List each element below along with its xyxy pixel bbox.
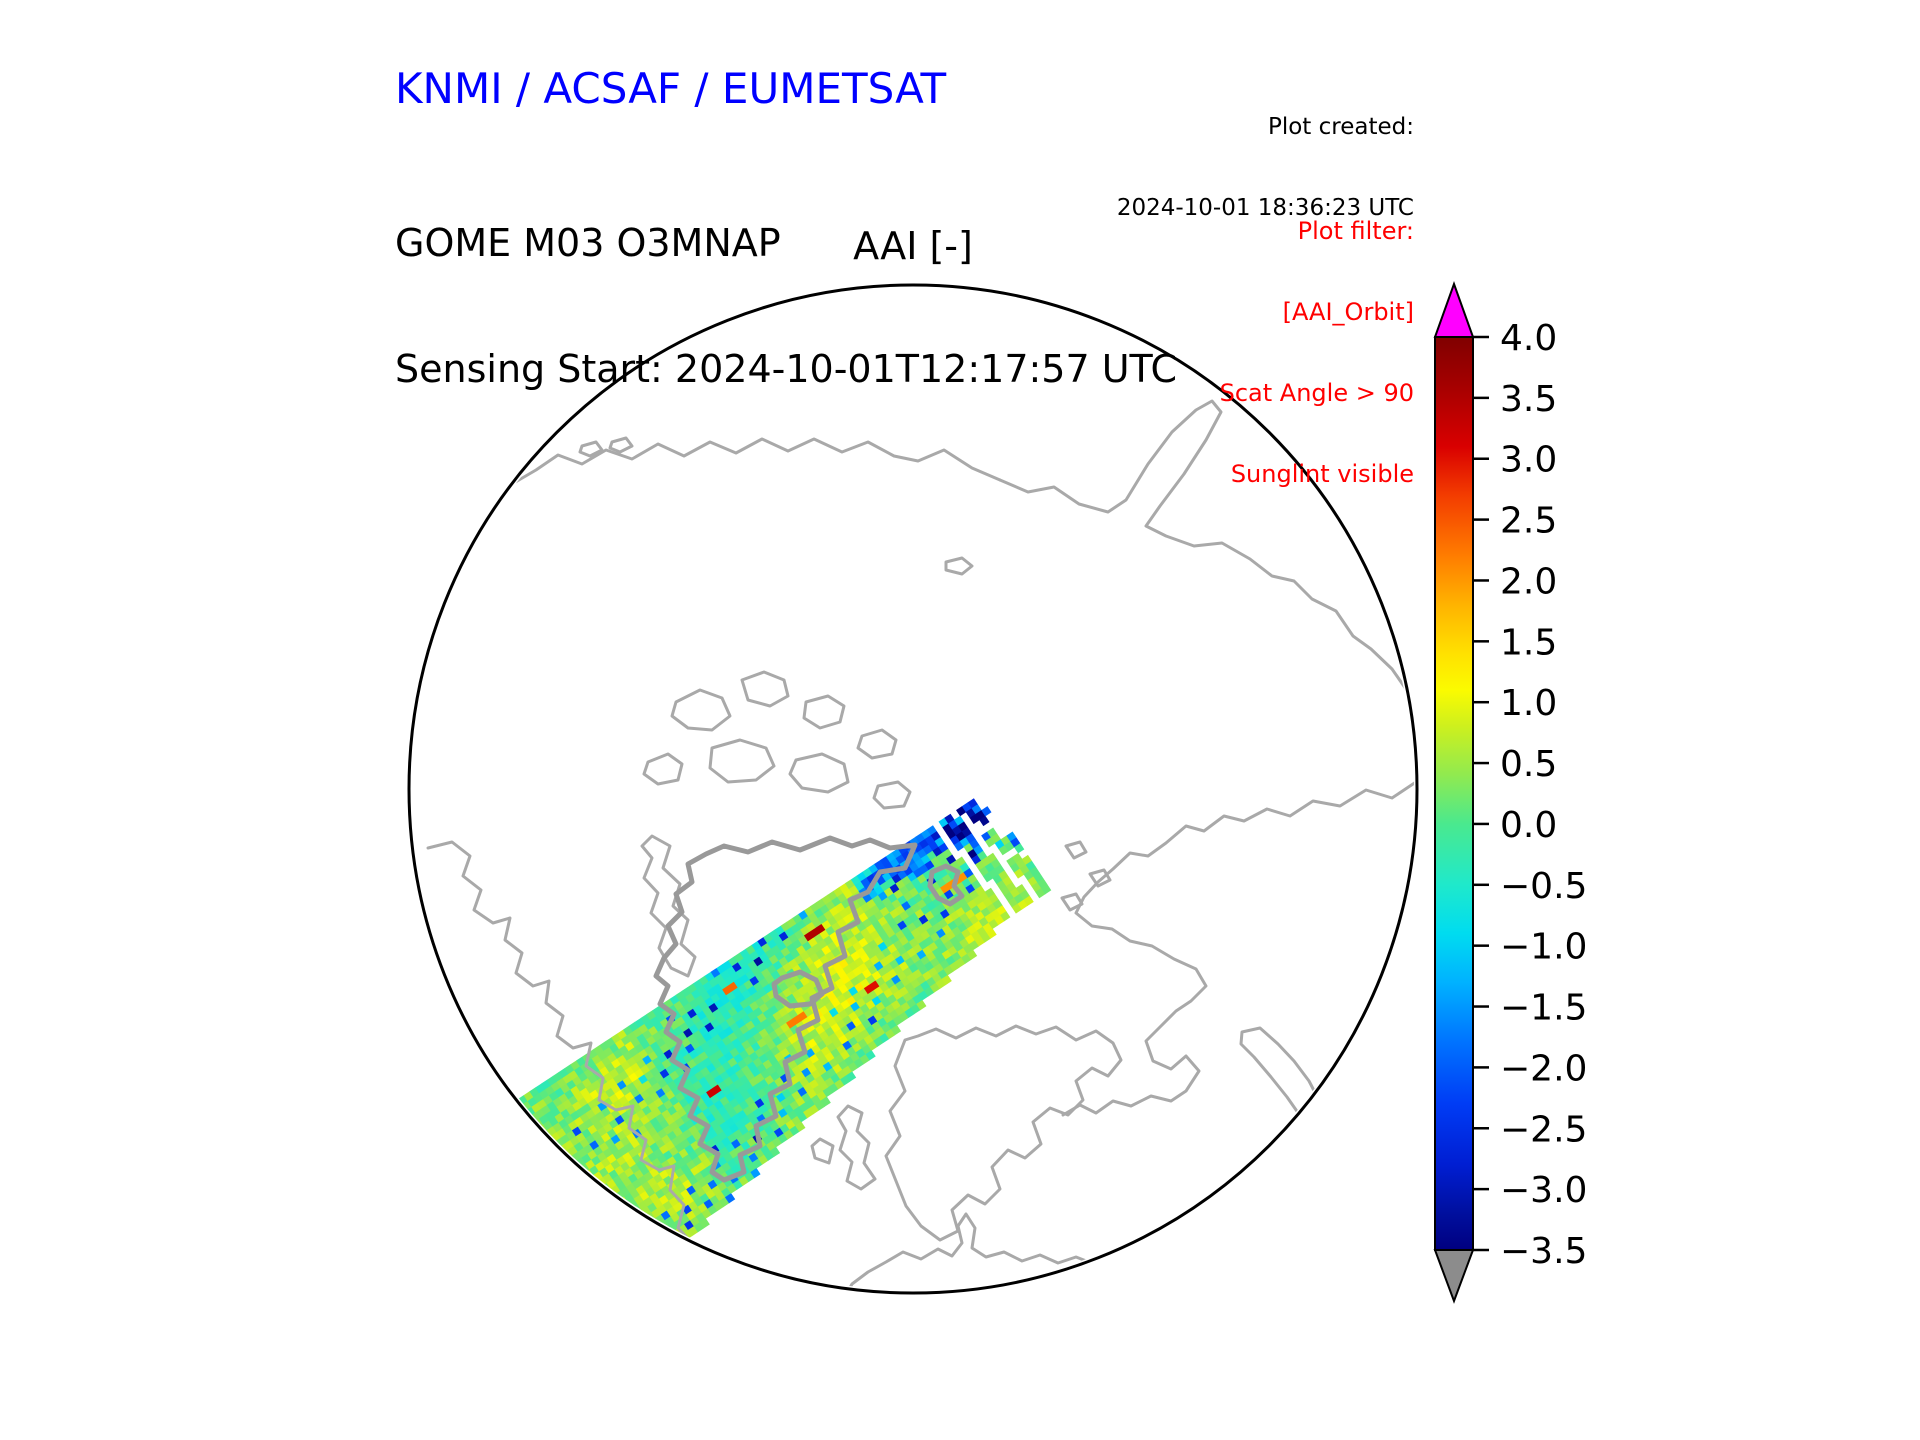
island-arctic-5 xyxy=(790,754,848,792)
island-franzjosef-2 xyxy=(1090,870,1110,886)
map-title: AAI [-] xyxy=(853,224,973,268)
island-arctic-4 xyxy=(710,740,774,782)
colorbar-tick-label: −1.0 xyxy=(1500,926,1588,968)
colorbar-under-arrow xyxy=(1435,1250,1473,1301)
colorbar-tick-label: 4.0 xyxy=(1500,318,1558,359)
island-arctic-6 xyxy=(858,730,896,758)
coastline-ireland xyxy=(812,1139,833,1163)
colorbar-over-arrow xyxy=(1435,284,1473,337)
island-arctic-3 xyxy=(804,696,844,728)
colorbar-tick-label: −2.5 xyxy=(1500,1109,1588,1151)
island-arctic-1 xyxy=(672,690,730,730)
island-novaya-zemlya xyxy=(1241,1028,1321,1124)
island-wrangel xyxy=(946,558,972,574)
colorbar-tick-label: 2.5 xyxy=(1500,500,1558,542)
island-banks xyxy=(644,754,682,784)
aai-swath-layer xyxy=(395,791,1125,1391)
plot-filter-note xyxy=(1220,164,1414,542)
island-arctic-7 xyxy=(874,782,910,808)
coastline-scandinavia xyxy=(886,1026,1121,1240)
sensing-start: Sensing Start: 2024-10-01T12:17:57 UTC xyxy=(395,347,1178,391)
colorbar-tick-label: −3.5 xyxy=(1500,1231,1588,1272)
product-title: GOME M03 O3MNAP xyxy=(395,221,781,265)
colorbar-tick-label: 0.0 xyxy=(1500,804,1558,846)
header-brand: KNMI / ACSAF / EUMETSAT xyxy=(395,64,947,113)
coastline-uk xyxy=(838,1106,875,1189)
colorbar-tick-label: 1.5 xyxy=(1500,622,1558,664)
plot-filter-line: Sunglint visible xyxy=(1230,460,1414,488)
colorbar-tick-label: −0.5 xyxy=(1500,865,1588,907)
colorbar xyxy=(1435,284,1587,1301)
plot-filter-line: [AAI_Orbit] xyxy=(1282,298,1414,326)
colorbar-bar xyxy=(1435,337,1473,1250)
colorbar-tick-label: −3.0 xyxy=(1500,1170,1588,1212)
island-franzjosef-1 xyxy=(1066,842,1086,858)
colorbar-tick-label: −2.0 xyxy=(1500,1048,1588,1090)
colorbar-tick-label: 3.5 xyxy=(1500,378,1558,420)
colorbar-tick-label: −1.5 xyxy=(1500,987,1588,1029)
island-arctic-2 xyxy=(742,672,788,706)
plot-filter-line: Plot filter: xyxy=(1297,217,1414,245)
plot-created-value: 2024-10-01 18:36:23 UTC xyxy=(1116,195,1414,221)
colorbar-ticks xyxy=(1474,318,1588,1272)
colorbar-tick-label: 2.0 xyxy=(1500,561,1558,603)
colorbar-tick-label: 3.0 xyxy=(1500,439,1558,481)
plot-created-label: Plot created: xyxy=(1267,114,1414,140)
colorbar-tick-label: 0.5 xyxy=(1500,744,1558,786)
colorbar-tick-label: 1.0 xyxy=(1500,683,1558,725)
plot-filter-line: Scat Angle > 90 xyxy=(1219,379,1414,407)
product-header xyxy=(395,138,1177,474)
